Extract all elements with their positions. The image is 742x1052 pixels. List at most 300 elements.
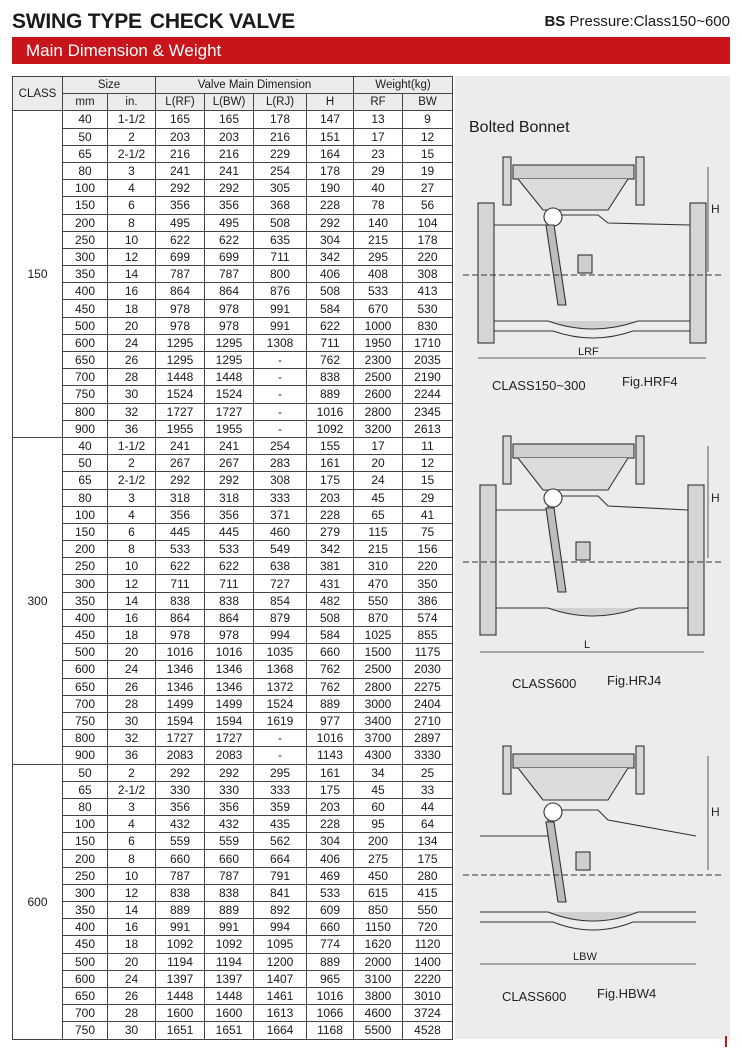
l-rj-cell: - — [254, 747, 307, 764]
size-mm-cell: 250 — [63, 231, 108, 248]
weight-rf-cell: 20 — [354, 455, 403, 472]
l-bw-cell: 356 — [205, 798, 254, 815]
h-cell: 175 — [307, 781, 354, 798]
size-in-cell: 30 — [108, 712, 156, 729]
l-bw-cell: 1092 — [205, 936, 254, 953]
weight-bw-cell: 75 — [403, 523, 453, 540]
h-cell: 279 — [307, 523, 354, 540]
table-row — [13, 214, 453, 231]
weight-bw-cell: 280 — [403, 867, 453, 884]
pressure-rating — [544, 13, 730, 30]
l-rf-cell: 1651 — [156, 1022, 205, 1039]
header-main-dimension: Valve Main Dimension — [156, 77, 354, 94]
dim-h-label: H — [711, 491, 720, 505]
table-row — [13, 712, 453, 729]
l-bw-cell: 533 — [205, 541, 254, 558]
table-row — [13, 145, 453, 162]
table-row — [13, 609, 453, 626]
size-in-cell: 12 — [108, 884, 156, 901]
l-rj-cell: 876 — [254, 283, 307, 300]
size-in-cell: 1-1/2 — [108, 437, 156, 454]
valve-drawing-hrf4 — [458, 145, 726, 370]
table-row — [13, 403, 453, 420]
l-rj-cell: 305 — [254, 180, 307, 197]
table-row — [13, 317, 453, 334]
weight-rf-cell: 17 — [354, 128, 403, 145]
l-rf-cell: 292 — [156, 764, 205, 781]
size-in-cell: 28 — [108, 1005, 156, 1022]
weight-bw-cell: 15 — [403, 145, 453, 162]
fig3-class-label: CLASS600 — [502, 989, 567, 1004]
l-bw-cell: 889 — [205, 902, 254, 919]
l-rj-cell: 333 — [254, 489, 307, 506]
h-cell: 161 — [307, 455, 354, 472]
table-row — [13, 884, 453, 901]
l-rf-cell: 1092 — [156, 936, 205, 953]
weight-bw-cell: 3010 — [403, 987, 453, 1004]
weight-bw-cell: 386 — [403, 592, 453, 609]
l-rj-cell: 635 — [254, 231, 307, 248]
table-row — [13, 902, 453, 919]
size-in-cell: 18 — [108, 300, 156, 317]
l-rf-cell: 432 — [156, 816, 205, 833]
l-bw-cell: 165 — [205, 111, 254, 128]
l-rf-cell: 2083 — [156, 747, 205, 764]
table-row — [13, 730, 453, 747]
h-cell: 228 — [307, 816, 354, 833]
weight-rf-cell: 5500 — [354, 1022, 403, 1039]
h-cell: 889 — [307, 953, 354, 970]
l-rj-cell: 638 — [254, 558, 307, 575]
size-mm-cell: 350 — [63, 592, 108, 609]
table-row — [13, 592, 453, 609]
size-mm-cell: 600 — [63, 334, 108, 351]
size-in-cell: 2-1/2 — [108, 145, 156, 162]
l-rf-cell: 1016 — [156, 644, 205, 661]
size-mm-cell: 80 — [63, 162, 108, 179]
table-row — [13, 919, 453, 936]
valve-drawing-hrj4 — [458, 430, 726, 665]
h-cell: 762 — [307, 678, 354, 695]
weight-rf-cell: 45 — [354, 781, 403, 798]
fig1-code-label: Fig.HRF4 — [622, 374, 678, 389]
l-rf-cell: 838 — [156, 592, 205, 609]
size-mm-cell: 200 — [63, 214, 108, 231]
size-mm-cell: 400 — [63, 919, 108, 936]
l-rj-cell: 283 — [254, 455, 307, 472]
size-mm-cell: 200 — [63, 541, 108, 558]
l-bw-cell: 660 — [205, 850, 254, 867]
h-cell: 304 — [307, 833, 354, 850]
h-cell: 584 — [307, 627, 354, 644]
l-bw-cell: 978 — [205, 300, 254, 317]
l-bw-cell: 2083 — [205, 747, 254, 764]
size-mm-cell: 500 — [63, 317, 108, 334]
weight-bw-cell: 413 — [403, 283, 453, 300]
l-rf-cell: 978 — [156, 627, 205, 644]
l-rf-cell: 445 — [156, 523, 205, 540]
l-rf-cell: 216 — [156, 145, 205, 162]
l-rf-cell: 165 — [156, 111, 205, 128]
l-bw-cell: 356 — [205, 506, 254, 523]
size-in-cell: 8 — [108, 541, 156, 558]
weight-rf-cell: 4300 — [354, 747, 403, 764]
size-mm-cell: 750 — [63, 712, 108, 729]
table-row — [13, 953, 453, 970]
table-row — [13, 197, 453, 214]
weight-rf-cell: 450 — [354, 867, 403, 884]
header-mm: mm — [63, 94, 108, 111]
l-rj-cell: 994 — [254, 919, 307, 936]
weight-rf-cell: 215 — [354, 541, 403, 558]
size-mm-cell: 400 — [63, 283, 108, 300]
size-mm-cell: 700 — [63, 369, 108, 386]
h-cell: 175 — [307, 472, 354, 489]
table-row — [13, 816, 453, 833]
h-cell: 977 — [307, 712, 354, 729]
weight-bw-cell: 178 — [403, 231, 453, 248]
l-bw-cell: 991 — [205, 919, 254, 936]
header-size: Size — [63, 77, 156, 94]
l-bw-cell: 1955 — [205, 420, 254, 437]
size-mm-cell: 600 — [63, 661, 108, 678]
header-in: in. — [108, 94, 156, 111]
h-cell: 1066 — [307, 1005, 354, 1022]
table-row — [13, 162, 453, 179]
h-cell: 762 — [307, 352, 354, 369]
table-row — [13, 420, 453, 437]
section-title: Main Dimension & Weight — [26, 41, 222, 60]
h-cell: 203 — [307, 798, 354, 815]
dim-l-label: LRF — [578, 346, 599, 358]
weight-bw-cell: 29 — [403, 489, 453, 506]
table-row — [13, 987, 453, 1004]
weight-rf-cell: 65 — [354, 506, 403, 523]
weight-bw-cell: 3724 — [403, 1005, 453, 1022]
l-bw-cell: 1651 — [205, 1022, 254, 1039]
size-in-cell: 20 — [108, 953, 156, 970]
weight-bw-cell: 1120 — [403, 936, 453, 953]
fig2-code-label: Fig.HRJ4 — [607, 673, 662, 688]
size-mm-cell: 250 — [63, 867, 108, 884]
table-row — [13, 661, 453, 678]
l-rj-cell: 308 — [254, 472, 307, 489]
l-bw-cell: 1346 — [205, 678, 254, 695]
table-body — [13, 111, 453, 1039]
table-row — [13, 334, 453, 351]
l-bw-cell: 1727 — [205, 403, 254, 420]
size-in-cell: 16 — [108, 919, 156, 936]
weight-bw-cell: 134 — [403, 833, 453, 850]
weight-rf-cell: 1620 — [354, 936, 403, 953]
h-cell: 660 — [307, 644, 354, 661]
weight-bw-cell: 9 — [403, 111, 453, 128]
fig3-code-label: Fig.HBW4 — [597, 986, 657, 1001]
size-mm-cell: 200 — [63, 850, 108, 867]
l-bw-cell: 711 — [205, 575, 254, 592]
h-cell: 190 — [307, 180, 354, 197]
table-row — [13, 300, 453, 317]
size-in-cell: 30 — [108, 386, 156, 403]
l-rf-cell: 699 — [156, 248, 205, 265]
size-mm-cell: 300 — [63, 248, 108, 265]
dim-h-label: H — [711, 202, 720, 216]
l-rj-cell: 1524 — [254, 695, 307, 712]
weight-bw-cell: 27 — [403, 180, 453, 197]
weight-rf-cell: 29 — [354, 162, 403, 179]
size-mm-cell: 50 — [63, 764, 108, 781]
l-bw-cell: 838 — [205, 592, 254, 609]
size-mm-cell: 700 — [63, 1005, 108, 1022]
l-rj-cell: 994 — [254, 627, 307, 644]
table-row — [13, 386, 453, 403]
table-row — [13, 283, 453, 300]
l-bw-cell: 1727 — [205, 730, 254, 747]
l-bw-cell: 292 — [205, 472, 254, 489]
size-mm-cell: 900 — [63, 420, 108, 437]
weight-bw-cell: 44 — [403, 798, 453, 815]
size-mm-cell: 40 — [63, 437, 108, 454]
l-rf-cell: 1346 — [156, 661, 205, 678]
header-h: H — [307, 94, 354, 111]
l-rf-cell: 203 — [156, 128, 205, 145]
table-row — [13, 541, 453, 558]
table-row — [13, 369, 453, 386]
l-rj-cell: 549 — [254, 541, 307, 558]
weight-bw-cell: 25 — [403, 764, 453, 781]
size-mm-cell: 450 — [63, 936, 108, 953]
h-cell: 431 — [307, 575, 354, 592]
size-mm-cell: 500 — [63, 644, 108, 661]
weight-rf-cell: 1025 — [354, 627, 403, 644]
size-mm-cell: 80 — [63, 489, 108, 506]
l-rf-cell: 559 — [156, 833, 205, 850]
size-mm-cell: 800 — [63, 403, 108, 420]
size-mm-cell: 600 — [63, 970, 108, 987]
table-row — [13, 523, 453, 540]
weight-rf-cell: 60 — [354, 798, 403, 815]
l-rf-cell: 864 — [156, 283, 205, 300]
table-row — [13, 1022, 453, 1039]
h-cell: 1016 — [307, 730, 354, 747]
size-mm-cell: 100 — [63, 180, 108, 197]
table-row — [13, 867, 453, 884]
table-row — [13, 128, 453, 145]
weight-rf-cell: 45 — [354, 489, 403, 506]
page-title — [12, 10, 295, 34]
h-cell: 228 — [307, 197, 354, 214]
h-cell: 482 — [307, 592, 354, 609]
l-bw-cell: 318 — [205, 489, 254, 506]
weight-rf-cell: 13 — [354, 111, 403, 128]
l-rj-cell: 1619 — [254, 712, 307, 729]
size-mm-cell: 65 — [63, 781, 108, 798]
weight-bw-cell: 2190 — [403, 369, 453, 386]
l-rf-cell: 356 — [156, 506, 205, 523]
weight-bw-cell: 855 — [403, 627, 453, 644]
weight-rf-cell: 3000 — [354, 695, 403, 712]
fig1-class-label: CLASS150~300 — [492, 378, 586, 393]
weight-bw-cell: 2345 — [403, 403, 453, 420]
weight-bw-cell: 11 — [403, 437, 453, 454]
header-l-bw: L(BW) — [205, 94, 254, 111]
class-cell: 300 — [13, 437, 63, 764]
size-in-cell: 8 — [108, 850, 156, 867]
size-in-cell: 10 — [108, 231, 156, 248]
l-rj-cell: 800 — [254, 266, 307, 283]
l-rf-cell: 1448 — [156, 369, 205, 386]
size-mm-cell: 150 — [63, 833, 108, 850]
weight-rf-cell: 3700 — [354, 730, 403, 747]
l-bw-cell: 267 — [205, 455, 254, 472]
weight-bw-cell: 19 — [403, 162, 453, 179]
l-rf-cell: 1448 — [156, 987, 205, 1004]
size-mm-cell: 350 — [63, 266, 108, 283]
weight-bw-cell: 220 — [403, 558, 453, 575]
l-rf-cell: 267 — [156, 455, 205, 472]
l-rj-cell: 1035 — [254, 644, 307, 661]
h-cell: 151 — [307, 128, 354, 145]
size-in-cell: 3 — [108, 489, 156, 506]
weight-rf-cell: 34 — [354, 764, 403, 781]
l-bw-cell: 1499 — [205, 695, 254, 712]
l-rj-cell: 1200 — [254, 953, 307, 970]
l-rj-cell: 1613 — [254, 1005, 307, 1022]
weight-rf-cell: 2500 — [354, 369, 403, 386]
l-bw-cell: 864 — [205, 609, 254, 626]
size-mm-cell: 450 — [63, 300, 108, 317]
l-bw-cell: 495 — [205, 214, 254, 231]
l-rf-cell: 292 — [156, 472, 205, 489]
l-rf-cell: 1499 — [156, 695, 205, 712]
l-rj-cell: 991 — [254, 300, 307, 317]
weight-rf-cell: 215 — [354, 231, 403, 248]
size-mm-cell: 750 — [63, 386, 108, 403]
size-in-cell: 6 — [108, 833, 156, 850]
size-in-cell: 4 — [108, 816, 156, 833]
l-rf-cell: 978 — [156, 300, 205, 317]
l-rj-cell: - — [254, 386, 307, 403]
weight-rf-cell: 2800 — [354, 403, 403, 420]
weight-bw-cell: 2404 — [403, 695, 453, 712]
size-in-cell: 18 — [108, 627, 156, 644]
weight-bw-cell: 41 — [403, 506, 453, 523]
weight-rf-cell: 3100 — [354, 970, 403, 987]
table-row — [13, 472, 453, 489]
weight-rf-cell: 95 — [354, 816, 403, 833]
table-row — [13, 850, 453, 867]
table-row — [13, 506, 453, 523]
weight-bw-cell: 2710 — [403, 712, 453, 729]
size-in-cell: 14 — [108, 902, 156, 919]
weight-bw-cell: 1175 — [403, 644, 453, 661]
l-rf-cell: 1397 — [156, 970, 205, 987]
l-rj-cell: - — [254, 420, 307, 437]
l-bw-cell: 559 — [205, 833, 254, 850]
size-in-cell: 2 — [108, 128, 156, 145]
header-l-rj: L(RJ) — [254, 94, 307, 111]
l-rf-cell: 533 — [156, 541, 205, 558]
table-row — [13, 695, 453, 712]
weight-rf-cell: 3800 — [354, 987, 403, 1004]
h-cell: 660 — [307, 919, 354, 936]
size-mm-cell: 700 — [63, 695, 108, 712]
l-bw-cell: 978 — [205, 317, 254, 334]
size-in-cell: 12 — [108, 575, 156, 592]
size-in-cell: 4 — [108, 506, 156, 523]
l-rf-cell: 978 — [156, 317, 205, 334]
weight-rf-cell: 3400 — [354, 712, 403, 729]
l-bw-cell: 1016 — [205, 644, 254, 661]
l-rj-cell: 664 — [254, 850, 307, 867]
l-rf-cell: 356 — [156, 197, 205, 214]
pressure-label: Pressure:Class150~600 — [569, 13, 730, 30]
weight-rf-cell: 78 — [354, 197, 403, 214]
l-rj-cell: 1095 — [254, 936, 307, 953]
l-bw-cell: 622 — [205, 231, 254, 248]
l-rf-cell: 1295 — [156, 334, 205, 351]
h-cell: 1016 — [307, 403, 354, 420]
h-cell: 161 — [307, 764, 354, 781]
fig2-class-label: CLASS600 — [512, 676, 577, 691]
l-rf-cell: 864 — [156, 609, 205, 626]
l-rf-cell: 1524 — [156, 386, 205, 403]
size-in-cell: 6 — [108, 197, 156, 214]
size-in-cell: 10 — [108, 558, 156, 575]
l-rf-cell: 495 — [156, 214, 205, 231]
h-cell: 147 — [307, 111, 354, 128]
l-bw-cell: 1448 — [205, 987, 254, 1004]
weight-bw-cell: 56 — [403, 197, 453, 214]
l-bw-cell: 1397 — [205, 970, 254, 987]
weight-rf-cell: 1000 — [354, 317, 403, 334]
table-row — [13, 781, 453, 798]
size-in-cell: 16 — [108, 609, 156, 626]
weight-bw-cell: 15 — [403, 472, 453, 489]
size-mm-cell: 650 — [63, 352, 108, 369]
weight-rf-cell: 140 — [354, 214, 403, 231]
size-in-cell: 24 — [108, 661, 156, 678]
l-rj-cell: 178 — [254, 111, 307, 128]
page-marker — [725, 1036, 727, 1047]
l-rj-cell: 1407 — [254, 970, 307, 987]
l-rj-cell: - — [254, 369, 307, 386]
size-in-cell: 6 — [108, 523, 156, 540]
l-rf-cell: 660 — [156, 850, 205, 867]
table-row — [13, 231, 453, 248]
size-in-cell: 2-1/2 — [108, 781, 156, 798]
table-row — [13, 936, 453, 953]
h-cell: 381 — [307, 558, 354, 575]
weight-rf-cell: 1150 — [354, 919, 403, 936]
weight-rf-cell: 2300 — [354, 352, 403, 369]
size-mm-cell: 900 — [63, 747, 108, 764]
size-in-cell: 36 — [108, 420, 156, 437]
l-rf-cell: 330 — [156, 781, 205, 798]
h-cell: 889 — [307, 695, 354, 712]
h-cell: 342 — [307, 248, 354, 265]
size-mm-cell: 650 — [63, 678, 108, 695]
h-cell: 711 — [307, 334, 354, 351]
weight-bw-cell: 2030 — [403, 661, 453, 678]
weight-bw-cell: 3330 — [403, 747, 453, 764]
weight-rf-cell: 550 — [354, 592, 403, 609]
l-bw-cell: 864 — [205, 283, 254, 300]
weight-bw-cell: 33 — [403, 781, 453, 798]
size-in-cell: 30 — [108, 1022, 156, 1039]
header-weight: Weight(kg) — [354, 77, 453, 94]
dim-l-label: LBW — [573, 951, 597, 963]
